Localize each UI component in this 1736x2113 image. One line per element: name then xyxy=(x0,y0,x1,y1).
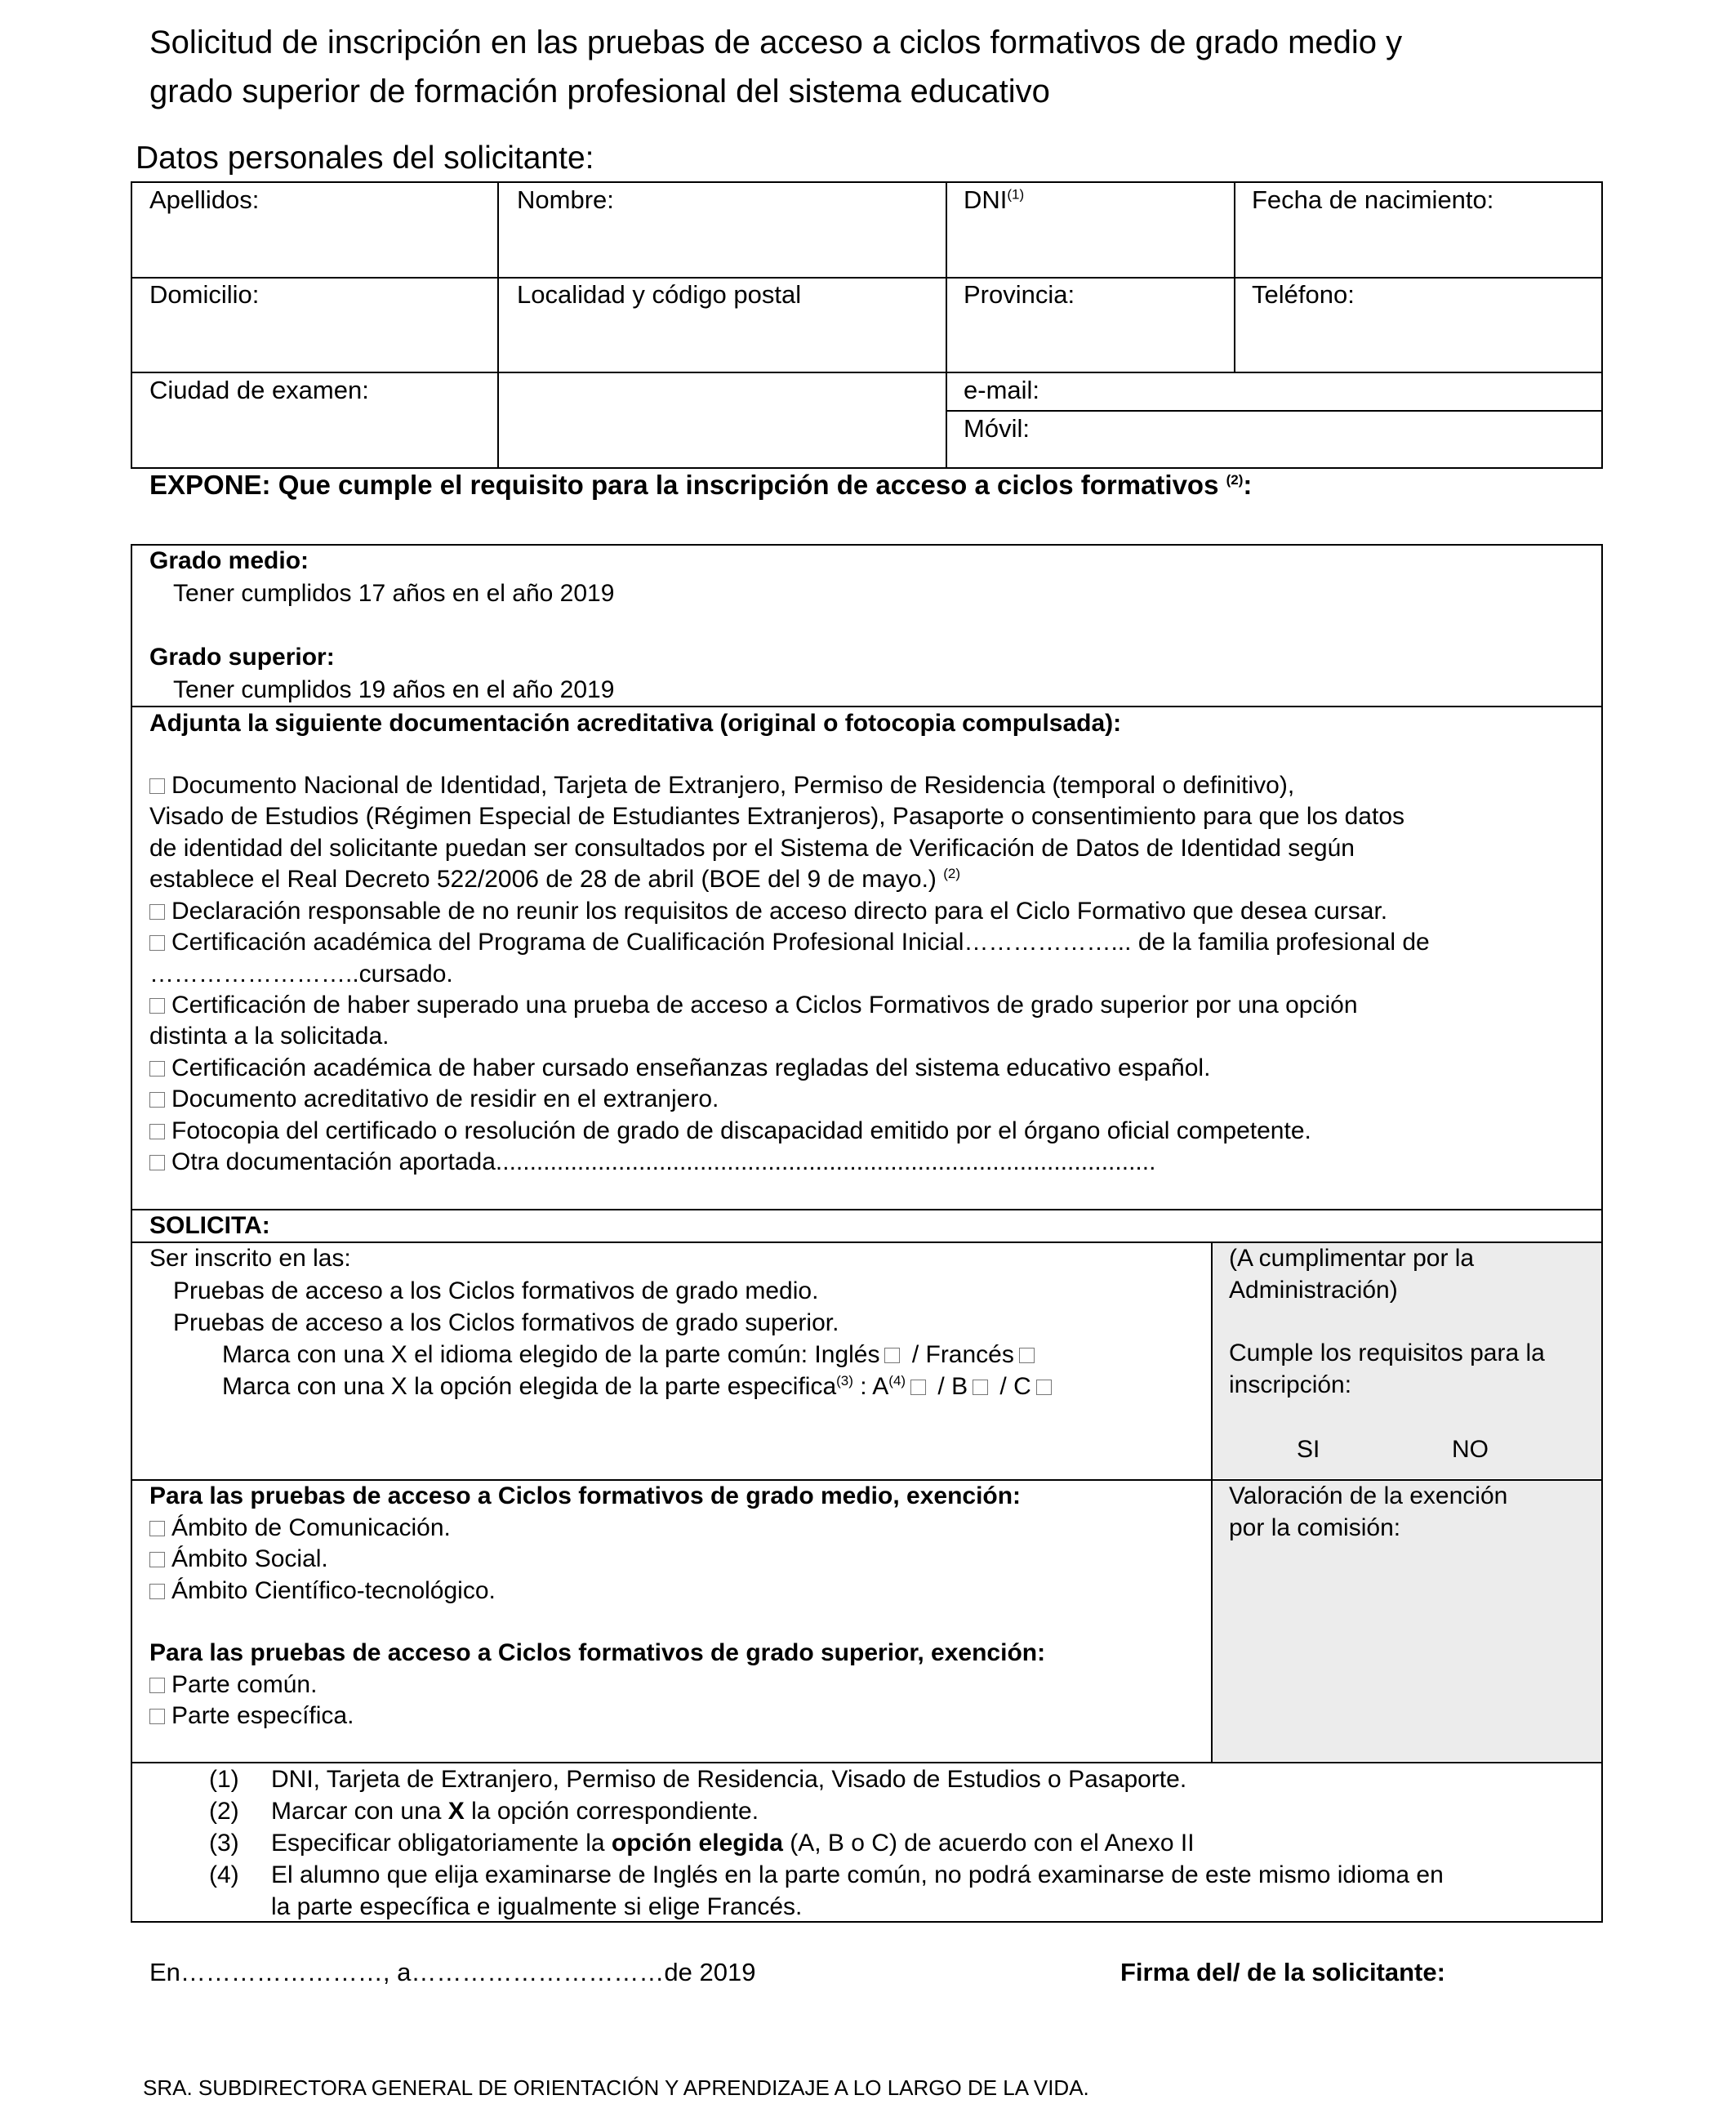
footnote-2-text-b: X xyxy=(447,1798,465,1825)
personal-data-table xyxy=(131,181,1603,469)
apellidos-field[interactable]: Apellidos: xyxy=(149,185,260,214)
doc-item-declaracion xyxy=(149,896,1387,927)
doc-dni-line4 xyxy=(149,864,960,895)
footnote-2 xyxy=(209,1796,759,1827)
doc-prueba-line2: distinta a la solicitada. xyxy=(149,1023,389,1050)
exencion-superior-title: Para las pruebas de acceso a Ciclos formativos de grado superior, exención: xyxy=(149,1639,1046,1666)
checkbox-comunicacion[interactable] xyxy=(149,1521,165,1536)
footnote-1 xyxy=(209,1764,1186,1795)
checkbox-dni[interactable] xyxy=(149,778,165,794)
documentacion-title: Adjunta la siguiente documentación acreditativa (original o fotocopia compulsada): xyxy=(149,710,1122,737)
grado-superior-text: Tener cumplidos 19 años en el año 2019 xyxy=(173,676,615,703)
exencion-cientifico xyxy=(149,1576,496,1607)
doc-declaracion-label: Declaración responsable de no reunir los requisitos de acceso directo para el Ciclo Formativo que desea cursar. xyxy=(171,898,1388,925)
grado-medio-title: Grado medio: xyxy=(149,547,309,574)
doc-item-extranjero xyxy=(149,1084,719,1115)
checkbox-ingles[interactable] xyxy=(884,1348,900,1363)
col-divider xyxy=(497,181,499,469)
row-divider xyxy=(131,372,1603,373)
ciudad-examen-field[interactable]: Ciudad de examen: xyxy=(149,376,369,404)
footnote-3 xyxy=(209,1828,1195,1859)
footnote-3-text-b: opción elegida xyxy=(611,1830,783,1857)
checkbox-social[interactable] xyxy=(149,1552,165,1567)
row-divider xyxy=(131,277,1603,279)
doc-dni-line2: Visado de Estudios (Régimen Especial de Estudiantes Extranjeros), Pasaporte o consentimiento para que los datos xyxy=(149,803,1405,830)
row-divider xyxy=(131,706,1603,707)
checkbox-frances[interactable] xyxy=(1019,1348,1035,1363)
checkbox-parte-especifica[interactable] xyxy=(149,1709,165,1724)
opcion-footnote-3: (3) xyxy=(836,1373,853,1389)
opcion-label: Marca con una X la opción elegida de la parte especifica xyxy=(222,1373,837,1400)
col-divider xyxy=(1234,181,1235,372)
doc-item-discapacidad xyxy=(149,1116,1311,1147)
cumple-line2: inscripción: xyxy=(1229,1371,1352,1398)
footnote-3-number: (3) xyxy=(209,1830,239,1857)
doc-item-prueba xyxy=(149,990,1358,1021)
checkbox-opcion-b[interactable] xyxy=(973,1380,988,1395)
expone-heading xyxy=(149,470,1252,501)
expone-footnote-ref: (2) xyxy=(1226,472,1244,488)
opcion-a-label: : A xyxy=(852,1373,889,1400)
footnote-4 xyxy=(209,1860,1444,1891)
checkbox-cientifico[interactable] xyxy=(149,1584,165,1599)
footnote-2-number: (2) xyxy=(209,1798,239,1825)
checkbox-pcpi[interactable] xyxy=(149,935,165,951)
exencion-medio-title: Para las pruebas de acceso a Ciclos formativos de grado medio, exención: xyxy=(149,1482,1022,1509)
doc-pcpi-line2: ……………………..cursado. xyxy=(149,961,453,987)
title-line-1: Solicitud de inscripción en las pruebas de acceso a ciclos formativos de grado medio y xyxy=(149,25,1403,60)
doc-dni-line3: de identidad del solicitante puedan ser consultados por el Sistema de Verificación de Datos de Identidad según xyxy=(149,835,1355,862)
doc-item-pcpi xyxy=(149,927,1430,958)
solicita-title: SOLICITA: xyxy=(149,1212,270,1239)
domicilio-field[interactable]: Domicilio: xyxy=(149,280,260,309)
grado-medio-text: Tener cumplidos 17 años en el año 2019 xyxy=(173,580,615,607)
doc-extranjero-label: Documento acreditativo de residir en el extranjero. xyxy=(171,1085,719,1112)
idioma-label: Marca con una X el idioma elegido de la parte común: Inglés xyxy=(222,1341,880,1368)
row-divider xyxy=(946,410,1603,412)
footnote-4-number: (4) xyxy=(209,1861,239,1888)
place-date-line[interactable]: En……………………, a…………………………de 2019 xyxy=(149,1958,756,1986)
admin-note-line1: (A cumplimentar por la xyxy=(1229,1245,1475,1272)
localidad-field[interactable]: Localidad y código postal xyxy=(517,280,802,309)
col-divider xyxy=(1211,1241,1213,1762)
doc-dni-line1: Documento Nacional de Identidad, Tarjeta de Extranjero, Permiso de Residencia (temporal o definitivo), xyxy=(171,772,1295,799)
pruebas-superior-option[interactable]: Pruebas de acceso a los Ciclos formativos de grado superior. xyxy=(173,1309,839,1336)
email-field[interactable]: e-mail: xyxy=(964,376,1040,404)
exencion-social xyxy=(149,1544,328,1575)
checkbox-declaracion[interactable] xyxy=(149,904,165,920)
signature-label: Firma del/ de la solicitante: xyxy=(1120,1958,1445,1986)
parte-especifica-label: Parte específica. xyxy=(171,1702,354,1729)
frances-label: / Francés xyxy=(905,1341,1014,1368)
checkbox-prueba[interactable] xyxy=(149,998,165,1014)
checkbox-extranjero[interactable] xyxy=(149,1092,165,1108)
footnote-1-text: DNI, Tarjeta de Extranjero, Permiso de Residencia, Visado de Estudios o Pasaporte. xyxy=(271,1766,1187,1793)
footnote-1-number: (1) xyxy=(209,1766,239,1793)
admin-note-line2: Administración) xyxy=(1229,1277,1398,1304)
checkbox-ensenanzas[interactable] xyxy=(149,1061,165,1077)
checkbox-parte-comun[interactable] xyxy=(149,1678,165,1693)
row-divider xyxy=(131,1209,1603,1210)
doc-pcpi-label: Certificación académica del Programa de Cualificación Profesional Inicial………………... de la familia profesional de xyxy=(171,929,1430,956)
doc-item-otra xyxy=(149,1147,1155,1178)
doc-dni-footnote-ref: (2) xyxy=(943,866,961,881)
pruebas-medio-option[interactable]: Pruebas de acceso a los Ciclos formativos de grado medio. xyxy=(173,1277,819,1304)
checkbox-otra[interactable] xyxy=(149,1155,165,1170)
opcion-row xyxy=(222,1371,1057,1402)
doc-item-ensenanzas xyxy=(149,1053,1210,1084)
expone-text: EXPONE: Que cumple el requisito para la inscripción de acceso a ciclos formativos xyxy=(149,470,1226,500)
cumple-line1: Cumple los requisitos para la xyxy=(1229,1340,1545,1366)
parte-comun-label: Parte común. xyxy=(171,1671,318,1698)
telefono-field[interactable]: Teléfono: xyxy=(1252,280,1355,309)
personal-data-heading: Datos personales del solicitante: xyxy=(136,140,594,176)
footnote-3-text-c: (A, B o C) de acuerdo con el Anexo II xyxy=(782,1830,1195,1857)
doc-discapacidad-label: Fotocopia del certificado o resolución de grado de discapacidad emitido por el órgano oficial competente. xyxy=(171,1117,1311,1144)
checkbox-opcion-a[interactable] xyxy=(910,1380,926,1395)
provincia-field[interactable]: Provincia: xyxy=(964,280,1075,309)
doc-ensenanzas-label: Certificación académica de haber cursado enseñanzas regladas del sistema educativo español. xyxy=(171,1054,1211,1081)
social-label: Ámbito Social. xyxy=(171,1545,328,1572)
checkbox-discapacidad[interactable] xyxy=(149,1124,165,1139)
expone-colon: : xyxy=(1243,470,1253,500)
opcion-c-label: / C xyxy=(993,1373,1031,1400)
checkbox-opcion-c[interactable] xyxy=(1036,1380,1052,1395)
valoracion-line2: por la comisión: xyxy=(1229,1514,1401,1541)
footnote-2-text-a: Marcar con una xyxy=(271,1798,448,1825)
footnote-4-line2: la parte específica e igualmente si elige Francés. xyxy=(271,1893,803,1920)
addressee-line: SRA. SUBDIRECTORA GENERAL DE ORIENTACIÓN Y APRENDIZAJE A LO LARGO DE LA VIDA. xyxy=(143,2075,1089,2100)
footnote-4-text-line1: El alumno que elija examinarse de Inglés en la parte común, no podrá examinarse de este mismo idioma en xyxy=(271,1861,1444,1888)
dni-label: DNI xyxy=(964,185,1008,214)
doc-dni-line4-text: establece el Real Decreto 522/2006 de 28 de abril (BOE del 9 de mayo.) xyxy=(149,866,944,893)
idioma-row xyxy=(222,1340,1039,1371)
cumple-no-option[interactable]: NO xyxy=(1452,1436,1489,1463)
document-title xyxy=(149,18,1619,116)
valoracion-line1: Valoración de la exención xyxy=(1229,1482,1508,1509)
opcion-footnote-4: (4) xyxy=(888,1373,906,1389)
fecha-nacimiento-field[interactable]: Fecha de nacimiento: xyxy=(1252,185,1494,214)
comunicacion-label: Ámbito de Comunicación. xyxy=(171,1514,451,1541)
dni-field[interactable] xyxy=(964,185,1024,215)
movil-field[interactable]: Móvil: xyxy=(964,414,1030,443)
exencion-especifica xyxy=(149,1701,354,1732)
exencion-comun xyxy=(149,1669,317,1701)
footnote-2-text-c: la opción correspondiente. xyxy=(464,1798,759,1825)
exencion-comunicacion xyxy=(149,1513,451,1544)
ser-inscrito-text: Ser inscrito en las: xyxy=(149,1245,351,1272)
footnote-3-text-a: Especificar obligatoriamente la xyxy=(271,1830,612,1857)
cientifico-label: Ámbito Científico-tecnológico. xyxy=(171,1577,496,1604)
grado-superior-title: Grado superior: xyxy=(149,644,335,671)
col-divider xyxy=(946,181,947,469)
row-divider xyxy=(131,1762,1603,1763)
doc-prueba-label: Certificación de haber superado una prueba de acceso a Ciclos Formativos de grado superior por una opción xyxy=(171,992,1358,1019)
title-line-2: grado superior de formación profesional del sistema educativo xyxy=(149,74,1050,109)
cumple-si-option[interactable]: SI xyxy=(1297,1436,1320,1463)
dni-footnote-ref: (1) xyxy=(1007,186,1025,203)
doc-item-dni xyxy=(149,770,1294,801)
opcion-b-label: / B xyxy=(931,1373,968,1400)
doc-otra-label: Otra documentación aportada................................................................................................. xyxy=(171,1148,1156,1175)
nombre-field[interactable]: Nombre: xyxy=(517,185,614,214)
